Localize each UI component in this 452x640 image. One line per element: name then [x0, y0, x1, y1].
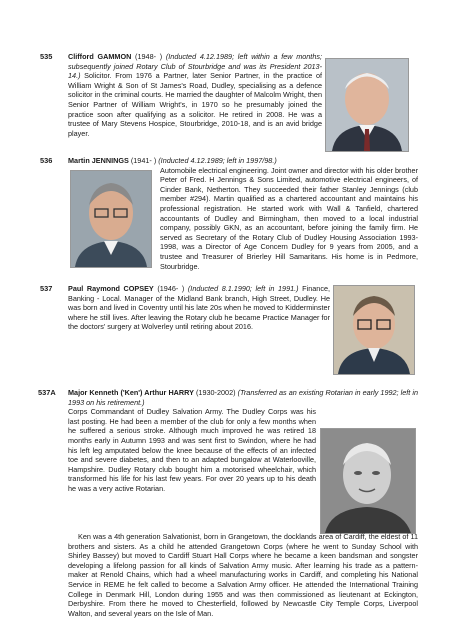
entry-535	[68, 52, 322, 138]
biography-text: Ken was a 4th generation Salvationist, born in Grangetown, the docklands area of Cardiff, the eldest of 11 brothers and sisters. As a child he attended Grangetown Corps (where he went to Sunday School with Shirley Bassey) but moved to Cardiff Stuart Hall Corps where he became a keen bandsman and songster developing a lifelong passion for all kinds of Salvation Army music. After learning his trade as a pattern-maker at Renold Chains, which had a wheel manufacturing works in Cardiff, and completing his National Service in REME he felt called to become a Salvation Army officer. He attended the International Training College in Denmark Hill, London during 1955 and was then commissioned as lieutenant at Eckington, Derbyshire. From there he moved to Chesterfield, followed by Newcastle City Temple Corps, Liverpool Walton, and several years on the Isle of Man.	[68, 532, 418, 618]
entry-537a-body	[68, 407, 316, 493]
entry-537	[68, 284, 330, 332]
biography-text: Corps Commandant of Dudley Salvation Army. The Dudley Corps was his last posting. He had been a member of the club for only a few months when he suffered a serious stroke. Although much improved he was retired 18 months early in Autumn 1993 and was sent first to Swindon, where he had his left leg amputated below the knee because of the effects of an infected toe and severe diabetes, and then to an adapted bungalow at Waterlooville, Hampshire. Dudley Rotary club bought him a motorised wheelchair, which transformed his life for his last few years. For over 20 years up to his death he was a very active Rotarian.	[68, 407, 316, 493]
member-dates: (1941- )	[128, 156, 159, 165]
member-name: Martin JENNINGS	[68, 156, 129, 165]
entry-536-body	[160, 166, 418, 272]
portrait-photo-jennings	[70, 170, 152, 268]
member-dates: (1930-2002)	[193, 388, 238, 397]
entry-number: 537A	[38, 388, 56, 397]
entry-number: 537	[40, 284, 53, 293]
entry-536	[68, 156, 418, 166]
entry-537a	[68, 388, 418, 407]
portrait-image	[334, 286, 414, 374]
member-dates: (1946- )	[153, 284, 188, 293]
biography-text: Automobile electrical engineering. Joint owner and director with his older brother Peter of Fred. H Jennings & Sons Limited, automotive electrical engineers, of Cinder Bank, Netherton. They succeeded their father Stanley Jennings (club member #294). Martin qualified as a chartered accountant and maintains his professional registration. He started work with Wall & Tanfield, chartered accountants of Dudley and Birmingham, then moved to a local industrial company, possibly GKN, as an accountant, before joining the family firm. He served as Secretary of the Rotary Club of Dudley Housing Association 1993-1998, was a Director of Age Concern Dudley for 9 years from 2005, and a trustee and Treasurer of Brierley Hill Samaritans. His home is in Pedmore, Stourbridge.	[160, 165, 418, 271]
portrait-image	[321, 429, 415, 533]
member-name: Major Kenneth ('Ken') Arthur HARRY	[68, 388, 194, 397]
membership-note: (Inducted 4.12.1989; left within a few months; subsequently joined Rotary Club of Stourbridge and was its President 2013-14.)	[68, 52, 322, 81]
membership-note: (Inducted 4.12.1989; left in 1997/98.)	[158, 156, 277, 165]
member-name: Paul Raymond COPSEY	[68, 284, 154, 293]
entry-number: 535	[40, 52, 53, 61]
portrait-photo-harry	[320, 428, 416, 534]
portrait-photo-gammon	[325, 58, 409, 152]
membership-note: (Transferred as an existing Rotarian in early 1992; left in 1993 on his retirement.)	[68, 388, 418, 407]
entry-537a-body2	[68, 532, 418, 618]
portrait-image	[326, 59, 408, 151]
portrait-photo-copsey	[333, 285, 415, 375]
membership-note: (Inducted 8.1.1990; left in 1991.)	[187, 284, 299, 293]
biography-text: Solicitor. From 1976 a Partner, later Senior Partner, in the practice of William Wright & Son of St James's Road, Dudley, specialising as a defence solicitor in the criminal courts. He married the daughter of Malcolm Wright, then Senior Partner of William Wright's, in 1970 so he presumably joined the practice soon after qualifying as a solicitor. He retired in 2008. He was a trustee of Mary Stevens Hospice, Stourbridge, 2010-18, and is an avid bridge player.	[68, 71, 322, 138]
entry-number: 536	[40, 156, 53, 165]
biography-text: Finance, Banking - Local. Manager of the Midland Bank branch, High Street, Dudley. He was born and lived in Coventry until his late 20s when he moved to Kidderminster where he still lives. After leaving the Rotary club he became Practice Manager for the doctors' surgery at Wolverley until retiring about 2016.	[68, 284, 330, 332]
portrait-image	[71, 171, 151, 267]
member-dates: (1948- )	[131, 52, 166, 61]
member-name: Clifford GAMMON	[68, 52, 132, 61]
